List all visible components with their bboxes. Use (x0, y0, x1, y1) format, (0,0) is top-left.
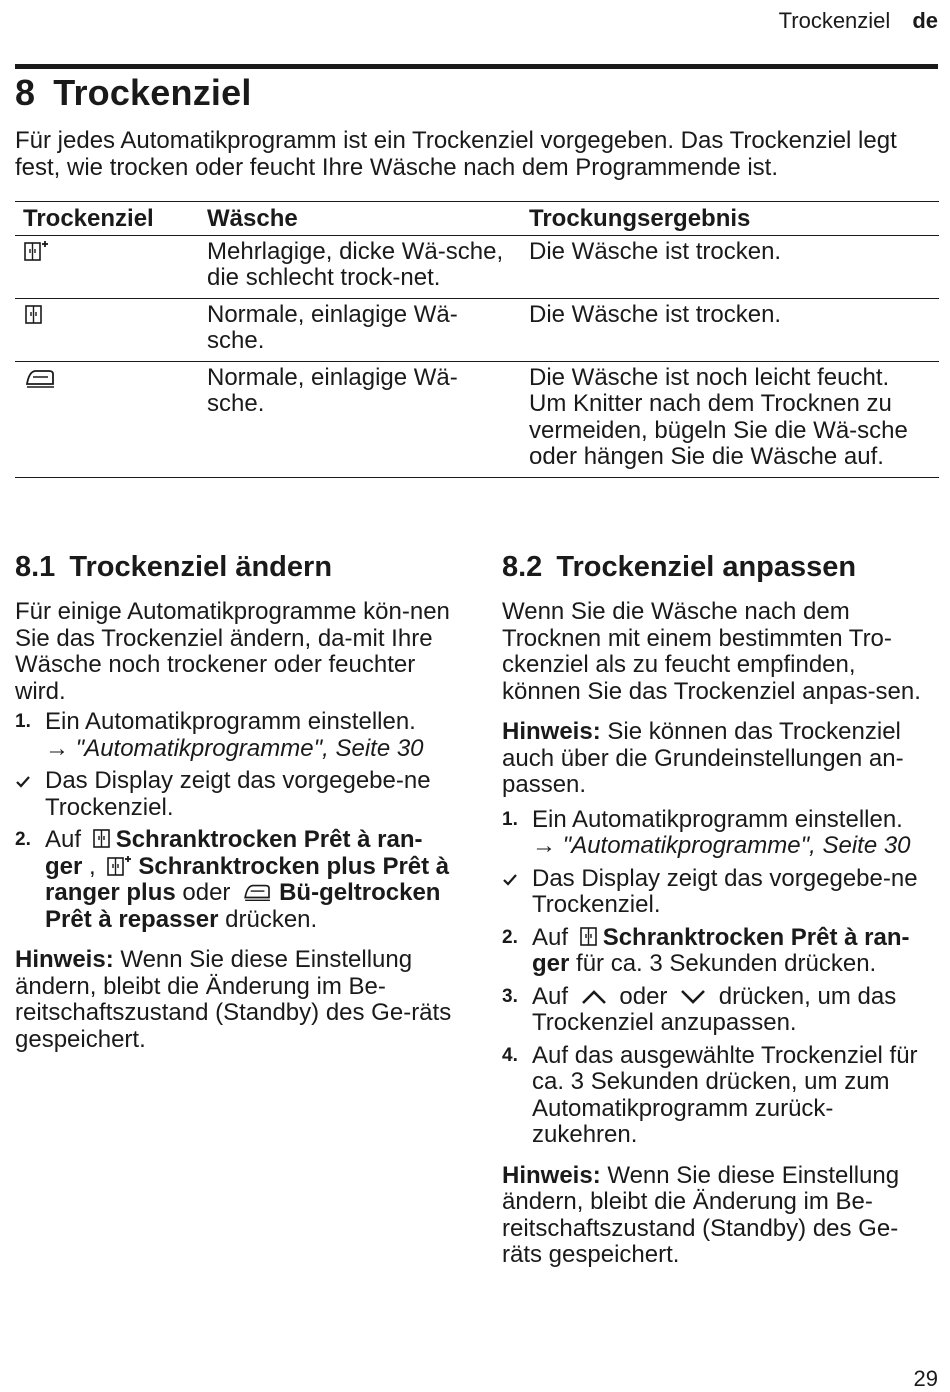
section-intro: Für einige Automatikprogramme kön-nen Sie das Trockenziel ändern, da-mit Ihre Wäsche noch trockener oder feuchter wird. (15, 598, 450, 705)
table-header: Trockungsergebnis (521, 202, 939, 236)
table-cell: Die Wäsche ist noch leicht feucht. Um Knitter nach dem Trocknen zu vermeiden, bügeln Sie die Wä-sche oder hängen Sie die Wäsche auf. (521, 361, 939, 477)
table-header: Wäsche (199, 202, 521, 236)
result-item: Das Display zeigt das vorgegebe-ne Trockenziel. (15, 768, 455, 821)
table-cell: Mehrlagige, dicke Wä-sche, die schlecht trock-net. (199, 235, 521, 298)
section-heading-8-2: 8.2 Trockenziel anpassen (502, 551, 857, 583)
result-item: Das Display zeigt das vorgegebe-ne Trockenziel. (502, 866, 938, 919)
header-rule (15, 64, 938, 69)
button-name-cupboard-dry-plus: Schranktrocken plus Prêt à ranger plus (45, 852, 450, 906)
chevron-down-icon (678, 987, 708, 1007)
iron-dry-icon (241, 881, 275, 903)
check-icon (15, 770, 31, 790)
list-item: 4. Auf das ausgewählte Trockenziel für ca. 3 Sekunden drücken, um zum Automatikprogramm zurück-zukehren. (502, 1041, 918, 1148)
cupboard-dry-icon (579, 926, 599, 948)
page-title: 8 Trockenziel (15, 72, 252, 113)
table-header-row (15, 202, 939, 236)
table-cell: Die Wäsche ist trocken. (521, 235, 939, 298)
cupboard-dry-icon (23, 303, 47, 327)
page-reference-link[interactable]: → "Automatikprogramme", Seite 30 (532, 832, 911, 859)
section-heading-8-1: 8.1 Trockenziel ändern (15, 551, 333, 583)
section-intro: Wenn Sie die Wäsche nach dem Trocknen mit einem bestimmten Tro-ckenziel als zu feucht empfinden, können Sie das Trockenziel anpas-sen. (502, 598, 921, 705)
section-8-1-body (15, 599, 455, 1053)
table-cell: Die Wäsche ist trocken. (521, 298, 939, 361)
hint-paragraph: Hinweis: Sie können das Trockenziel auch über die Grundeinstellungen an-passen. (502, 718, 904, 798)
table-row (15, 298, 939, 361)
list-item: 2. Auf Schranktrocken Prêt à ran-ger , Schranktrocken plus Prêt à ranger plus oder Bü-geltrocken Prêt à repasser drücken. (15, 826, 450, 933)
list-item: 2. Auf Schranktrocken Prêt à ran-ger für ca. 3 Sekunden drücken. (502, 923, 910, 977)
cupboard-dry-plus-icon (23, 240, 55, 264)
table-row (15, 235, 939, 298)
cupboard-dry-icon (92, 828, 112, 850)
hint-paragraph: Hinweis: Wenn Sie diese Einstellung ändern, bleibt die Änderung im Be-reitschaftszustand (Standby) des Ge-räts gespeichert. (502, 1161, 900, 1268)
cupboard-dry-plus-icon (106, 855, 134, 877)
header-section: Trockenziel (778, 8, 891, 33)
table-header: Trockenziel (15, 202, 199, 236)
chevron-up-icon (579, 987, 609, 1007)
hint-paragraph: Hinweis: Wenn Sie diese Einstellung ändern, bleibt die Änderung im Be-reitschaftszustand (Standby) des Ge-räts gespeichert. (15, 946, 452, 1053)
list-item: 1. Ein Automatikprogramm einstellen. → "Automatikprogramme", Seite 30 (502, 807, 938, 860)
page-number: 29 (913, 1366, 938, 1391)
list-item: 1. Ein Automatikprogramm einstellen. → "Automatikprogramme", Seite 30 (15, 709, 455, 762)
header-language: de (912, 8, 938, 33)
check-icon (502, 868, 518, 888)
table-cell: Normale, einlagige Wä-sche. (199, 298, 521, 361)
list-item: 3. Auf oder drücken, um das Trockenziel anzupassen. (502, 982, 897, 1036)
section-8-2-body (502, 599, 938, 1269)
button-name-cupboard-dry: Schranktrocken Prêt à ran-ger (45, 826, 423, 880)
intro-paragraph: Für jedes Automatikprogramm ist ein Trockenziel vorgegeben. Das Trockenziel legt fest, wie trocken oder feucht Ihre Wäsche nach dem Programmende ist. (15, 127, 897, 181)
table-cell: Normale, einlagige Wä-sche. (199, 361, 521, 477)
running-header (779, 8, 938, 34)
button-name-iron-dry: Bü-geltrocken Prêt à repasser (45, 879, 441, 933)
button-name-cupboard-dry: Schranktrocken Prêt à ran-ger (532, 923, 910, 977)
page-reference-link[interactable]: → "Automatikprogramme", Seite 30 (45, 734, 424, 762)
iron-dry-icon (23, 366, 59, 390)
table-row (15, 361, 939, 477)
drying-target-table (15, 201, 939, 478)
